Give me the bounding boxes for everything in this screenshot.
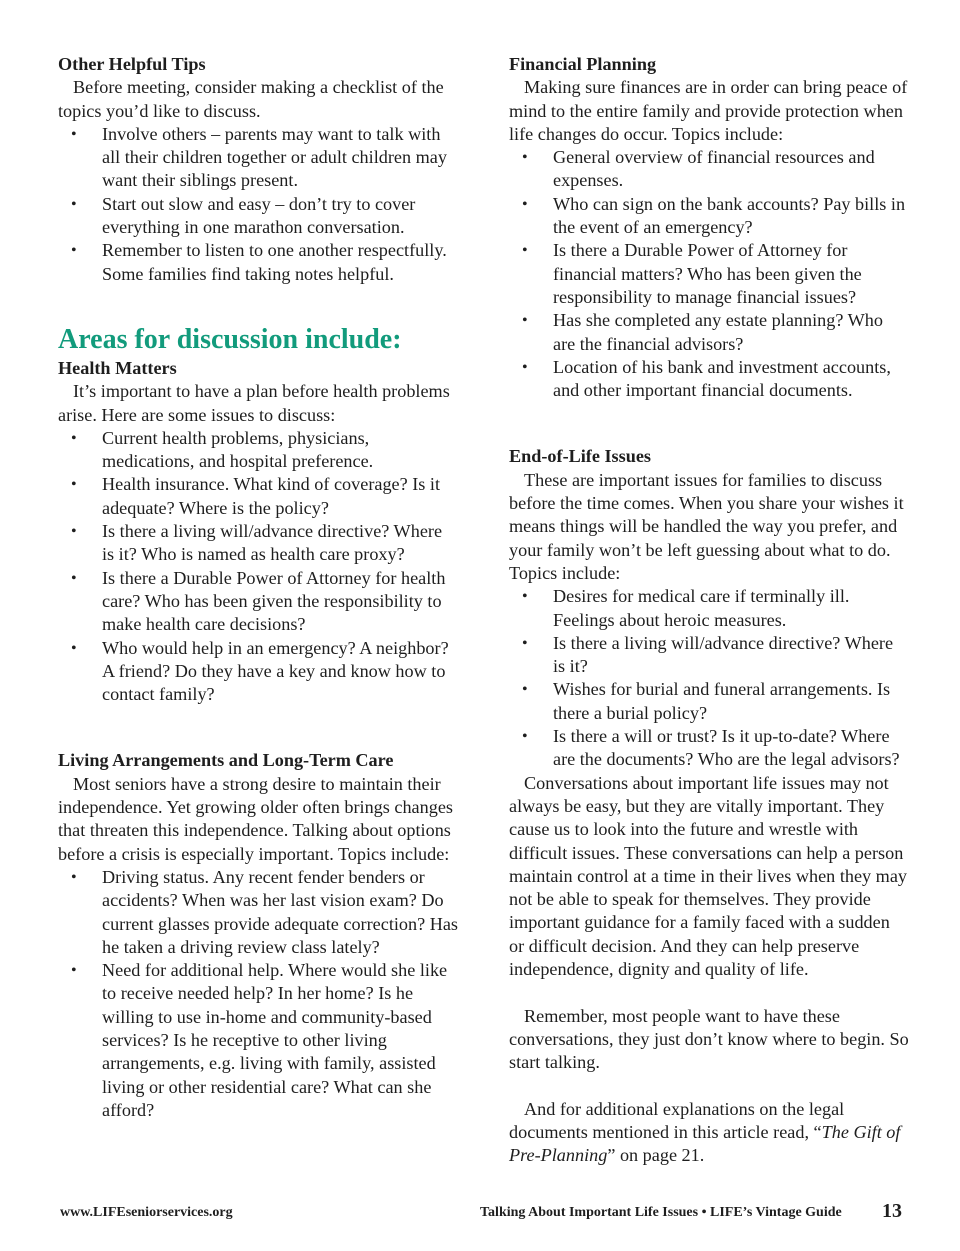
list-item: • Who would help in an emergency? A neighbor? A friend? Do they have a key and know how to contact family? — [71, 637, 449, 705]
end-of-life-intro: These are important issues for families to discuss before the time comes. When you share your wishes it means things will be handled the way you prefer, and your family won’t be left guessing about what to do. Topics include: — [509, 469, 904, 583]
financial-intro: Making sure finances are in order can bring peace of mind to the entire family and provide protection when life changes do occur. Topics include: — [509, 77, 908, 144]
bullet-icon: • — [71, 523, 77, 541]
bullet-icon: • — [71, 962, 77, 980]
list-item: • Location of his bank and investment accounts, and other important financial documents. — [522, 356, 891, 401]
bullet-icon: • — [71, 242, 77, 260]
tips-list — [58, 123, 458, 286]
section-spacer — [58, 706, 458, 749]
bullet-icon: • — [71, 569, 77, 587]
bullet-icon: • — [522, 728, 528, 746]
list-item: • Desires for medical care if terminally ill. Feelings about heroic measures. — [522, 586, 850, 630]
health-heading: Health Matters — [58, 357, 177, 378]
list-item: • Has she completed any estate planning? Who are the financial advisors? — [522, 310, 883, 354]
list-item: • Is there a will or trust? Is it up-to-date? Where are the documents? Who are the legal advisors? — [522, 726, 900, 770]
list-item: • Need for additional help. Where would she like to receive needed help? In her home? Is he willing to use in-home and community-based services? Is he receptive to other living arrangements, e.g. living with family, assisted living or other residential care? What can she afford? — [71, 960, 448, 1120]
remember-paragraph: Remember, most people want to have these conversations, they just don’t know where to begin. So start talking. — [509, 1005, 909, 1073]
list-item: • Health insurance. What kind of coverage? Is it adequate? Where is the policy? — [71, 474, 441, 518]
end-of-life-heading: End-of-Life Issues — [509, 446, 651, 467]
health-list — [58, 427, 458, 707]
areas-heading: Areas for discussion include: — [58, 323, 402, 355]
bullet-icon: • — [522, 358, 528, 376]
list-item: • Remember to listen to one another respectfully. Some families find taking notes helpful. — [71, 240, 447, 284]
financial-list — [509, 146, 909, 402]
list-item: • Involve others – parents may want to talk with all their children together or adult children may want their siblings present. — [71, 123, 447, 191]
living-intro: Most seniors have a strong desire to maintain their independence. Yet growing older often brings changes that threaten this independence. Talking about options before a crisis is especially important. Topics include: — [58, 773, 453, 864]
bullet-icon: • — [522, 149, 528, 167]
list-item: • Wishes for burial and funeral arrangements. Is there a burial policy? — [522, 679, 891, 723]
left-column — [58, 53, 458, 1122]
financial-heading: Financial Planning — [509, 54, 657, 74]
list-item: • Is there a living will/advance directive? Where is it? Who is named as health care proxy? — [71, 521, 443, 565]
living-list — [58, 866, 458, 1122]
list-item: • Start out slow and easy – don’t try to cover everything in one marathon conversation. — [71, 193, 416, 238]
list-item: • Is there a Durable Power of Attorney for financial matters? Who has been given the responsibility to manage financial issues? — [522, 240, 862, 307]
additional-paragraph: And for additional explanations on the legal documents mentioned in this article read, “The Gift of Pre-Planning” on page 21. — [509, 1098, 901, 1166]
health-intro: It’s important to have a plan before health problems arise. Here are some issues to discuss: — [58, 381, 450, 425]
tips-heading: Other Helpful Tips — [58, 54, 206, 74]
list-item: • Is there a living will/advance directive? Where is it? — [522, 632, 894, 677]
conclusion-paragraph: Conversations about important life issues may not always be easy, but they are vitally important. They cause us to look into the future and wrestle with difficult issues. These conversations can help a person maintain control at a time in their lives when they may not be able to speak for themselves. They provide important guidance for a family faced with a sudden or difficult decision. And they can help preserve independence, dignity and quality of life. — [509, 772, 907, 979]
section-spacer — [509, 402, 909, 445]
bullet-icon: • — [522, 588, 528, 606]
tips-intro: Before meeting, consider making a checklist of the topics you’d like to discuss. — [58, 77, 444, 121]
bullet-icon: • — [71, 476, 77, 494]
bullet-icon: • — [71, 125, 77, 143]
bullet-icon: • — [71, 429, 77, 447]
list-item: • Driving status. Any recent fender benders or accidents? When was her last vision exam? Do current glasses provide adequate correction? Has he taken a driving review class lately? — [71, 866, 459, 957]
list-item: • Current health problems, physicians, medications, and hospital preference. — [71, 427, 374, 472]
list-item: • Is there a Durable Power of Attorney for health care? Who has been given the responsibility to make health care decisions? — [71, 567, 446, 635]
footer-website: www.LIFEseniorservices.org — [60, 1205, 233, 1220]
bullet-icon: • — [71, 195, 77, 213]
bullet-icon: • — [522, 681, 528, 699]
referenced-article-title: The Gift of Pre-Planning — [509, 1122, 901, 1166]
list-item: • General overview of financial resources and expenses. — [522, 147, 875, 191]
bullet-icon: • — [522, 312, 528, 330]
bullet-icon: • — [71, 639, 77, 657]
living-heading: Living Arrangements and Long-Term Care — [58, 750, 394, 771]
bullet-icon: • — [522, 242, 528, 260]
page-number: 13 — [882, 1200, 902, 1222]
bullet-icon: • — [71, 868, 77, 886]
end-of-life-list — [509, 585, 909, 771]
bullet-icon: • — [522, 634, 528, 652]
right-column — [509, 53, 909, 1168]
list-item: • Who can sign on the bank accounts? Pay bills in the event of an emergency? — [522, 193, 906, 238]
footer-guide-title: Talking About Important Life Issues • LIFE’s Vintage Guide — [480, 1205, 842, 1220]
bullet-icon: • — [522, 195, 528, 213]
